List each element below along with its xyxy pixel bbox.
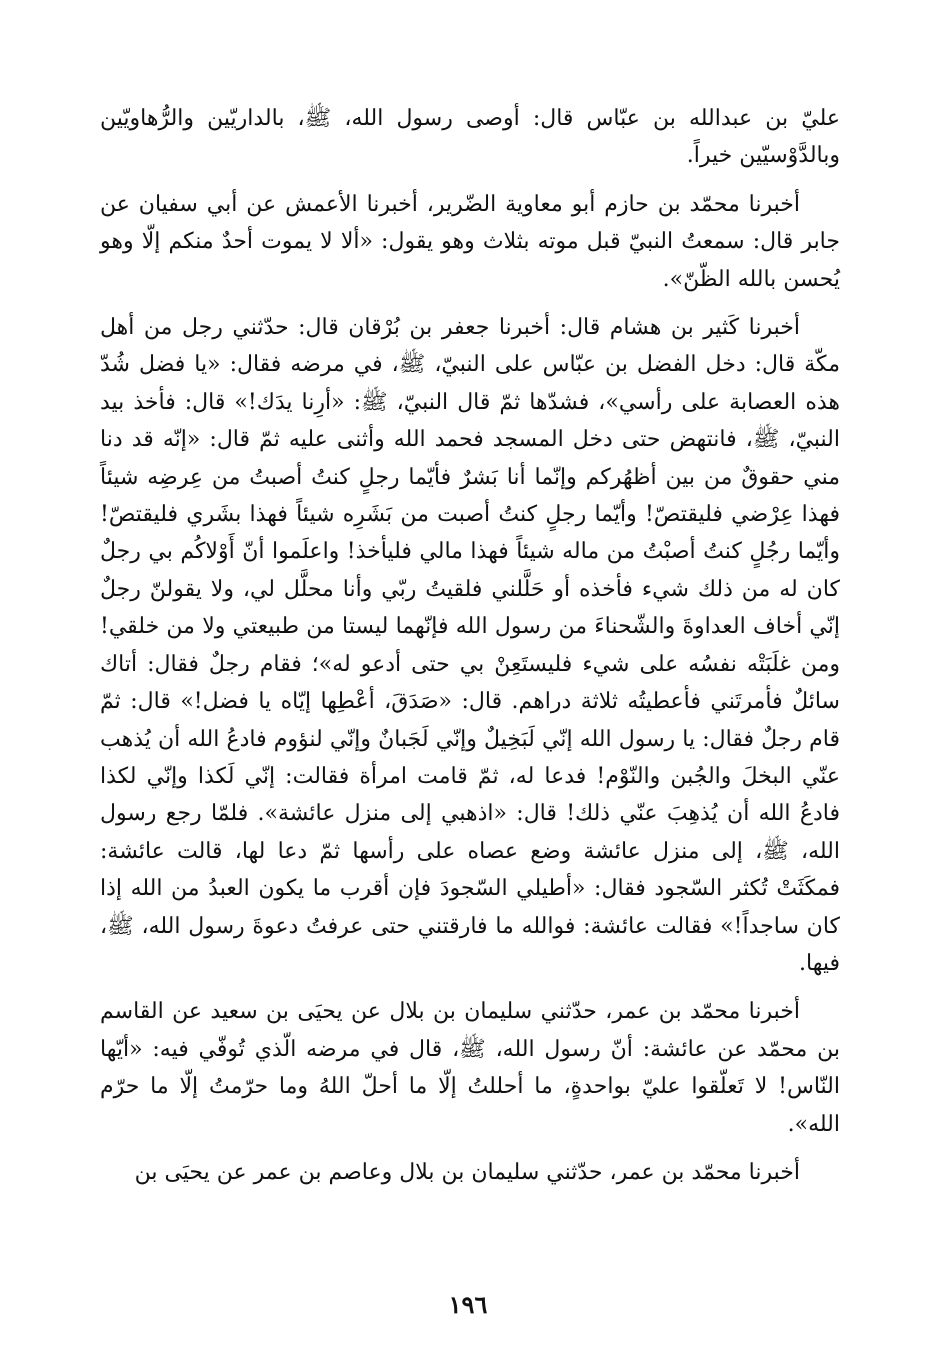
- paragraph-5: أخبرنا محمّد بن عمر، حدّثني سليمان بن بلال وعاصم بن عمر عن يحيَى بن: [134, 1159, 800, 1185]
- paragraph-1: عليّ بن عبدالله بن عبّاس قال: أوصى رسول الله، ﷺ، بالداريّين والرُّهاويّين وبالدَّوْسيّين خيراً.: [100, 106, 840, 169]
- paragraph-3: أخبرنا كَثير بن هشام قال: أخبرنا جعفر بن بُرْقان قال: حدّثني رجل من أهل مكّة قال: دخل الفضل بن عبّاس على النبيّ، ﷺ، في مرضه فقال: «يا فضل شُدّ هذه العصابة على رأسي»، فشدّها ثمّ قال النبيّ، ﷺ: «أرِنا يدَك!» قال: فأخذ بيد النبيّ، ﷺ، فانتهض حتى دخل المسجد فحمد الله وأثنى عليه ثمّ قال: «إنّه قد دنا مني حقوقٌ من بين أظهُركم وإنّما أنا بَشرٌ فأيّما رجلٍ كنتُ أصبتُ من عِرضِه شيئاً فهذا عِرْضي فليقتصّ! وأيّما رجلٍ كنتُ أصبت من بَشَرِه شيئاً فهذا بشَري فليقتصّ! وأيّما رجُلٍ كنتُ أصبْتُ من ماله شيئاً فهذا مالي فليأخذ! واعلَموا أنّ أَوْلاكُم بي رجلٌ كان له من ذلك شيء فأخذه أو حَلَّلني فلقيتُ ربّي وأنا محلَّل لي، ولا يقولنّ رجلٌ إنّي أخاف العداوةَ والشّحناءَ من رسول الله فإنّهما ليستا من طبيعتي ولا من خلقي! ومن غلَبَتْه نفسُه على شيء فليستَعِنْ بي حتى أدعو له»؛ فقام رجلٌ فقال: أتاك سائلٌ فأمرتَني فأعطيتُه ثلاثة دراهم. قال: «صَدَقَ، أعْطِها إيّاه يا فضل!» قال: ثمّ قام رجلٌ فقال: يا رسول الله إنّي لَبَخِيلٌ وإنّي لَجَبانٌ وإنّي لنؤوم فادعُ الله أن يُذهب عنّي البخلَ والجُبن والنّوْم! فدعا له، ثمّ قامت امرأة فقالت: إنّي لَكذا وإنّي لكذا فادعُ الله أن يُذهِبَ عنّي ذلك! قال: «اذهبي إلى منزل عائشة». فلمّا رجع رسول الله، ﷺ، إلى منزل عائشة وضع عصاه على رأسها ثمّ دعا لها، قالت عائشة: فمكَثَتْ تُكثر السّجود فقال: «أطيلي السّجودَ فإن أقرب ما يكون العبدُ من الله إذا كان ساجداً!» فقالت عائشة: فوالله ما فارقتني حتى عرفتُ دعوةَ رسول الله، ﷺ، فيها.: [100, 315, 840, 976]
- paragraph-2: أخبرنا محمّد بن حازم أبو معاوية الضّرير، أخبرنا الأعمش عن أبي سفيان عن جابر قال: سمعتُ النبيّ قبل موته بثلاث وهو يقول: «ألا لا يموت أحدٌ منكم إلّا وهو يُحسن بالله الظّنّ».: [100, 191, 840, 292]
- page-number: ١٩٦: [448, 1290, 488, 1319]
- paragraph-4: أخبرنا محمّد بن عمر، حدّثني سليمان بن بلال عن يحيَى بن سعيد عن القاسم بن محمّد عن عائشة: أنّ رسول الله، ﷺ، قال في مرضه الّذي تُوفّي فيه: «أيّها النّاس! لا تَعلّقوا عليّ بواحدةٍ، ما أحللتُ إلّا ما أحلّ اللهُ وما حرّمتُ إلّا ما حرّم الله».: [100, 999, 840, 1137]
- body-text: [100, 100, 840, 1191]
